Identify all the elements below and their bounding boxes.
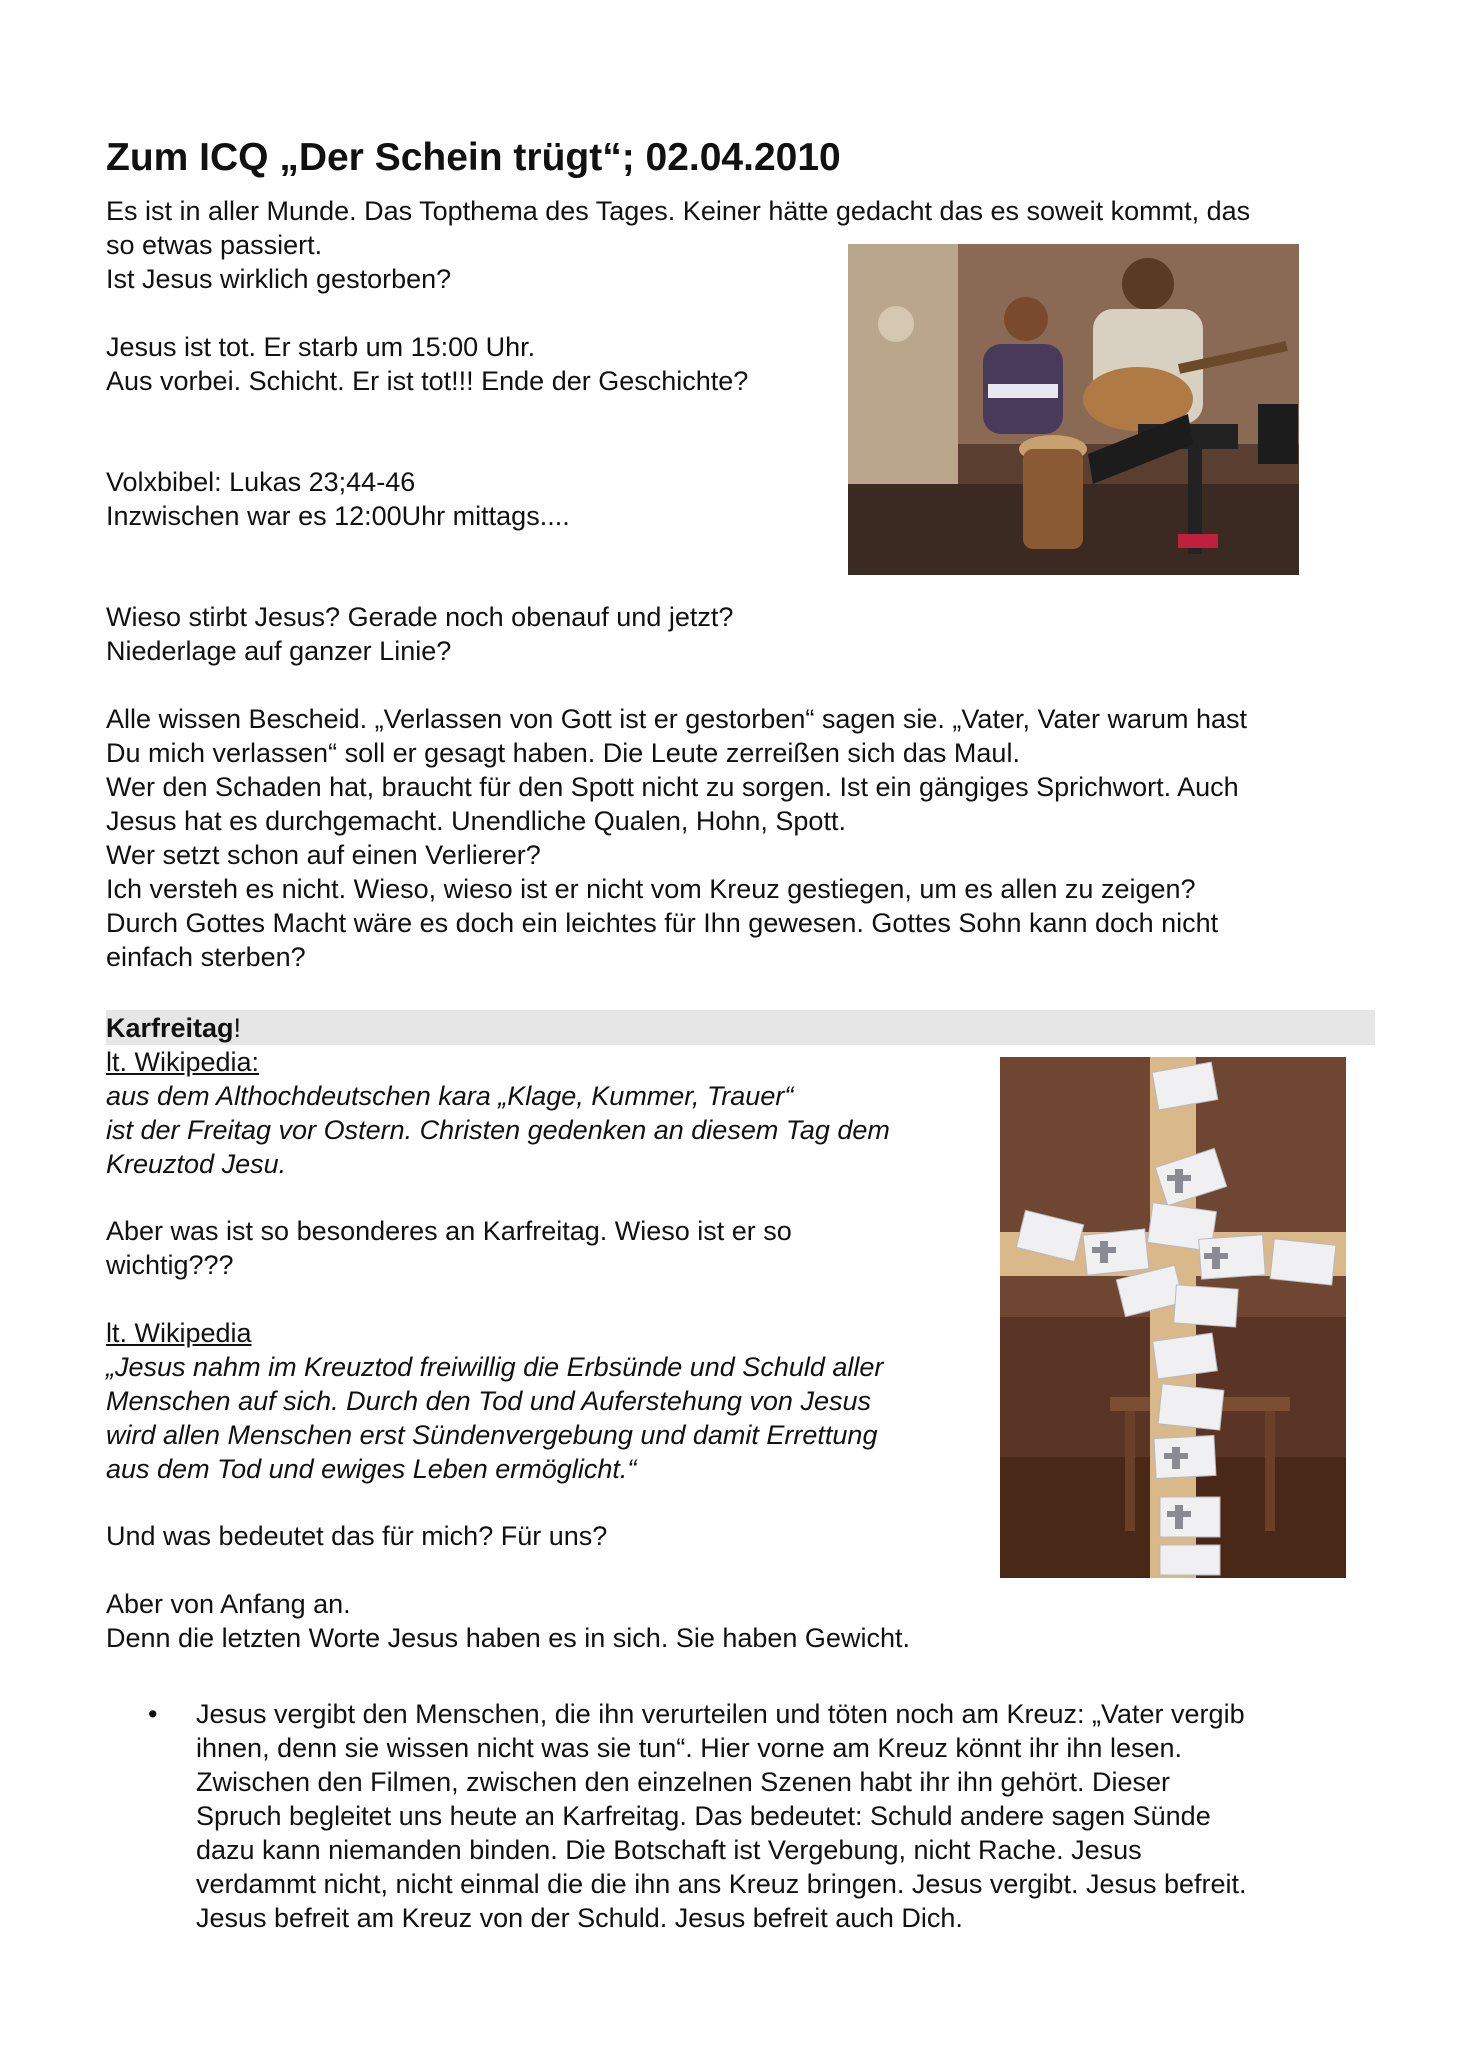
- intro-line: Ist Jesus wirklich gestorben?: [106, 264, 452, 294]
- quote-line: aus dem Althochdeutschen kara „Klage, Kummer, Trauer“: [106, 1081, 794, 1111]
- intro-line: so etwas passiert.: [106, 230, 323, 260]
- bullet-line: dazu kann niemanden binden. Die Botschaft ist Vergebung, nicht Rache. Jesus: [196, 1835, 1142, 1865]
- page-title: Zum ICQ „Der Schein trügt“; 02.04.2010: [106, 136, 841, 179]
- start-line: Aber von Anfang an.: [106, 1589, 351, 1619]
- musicians-photo: [848, 244, 1299, 575]
- body-line: Durch Gottes Macht wäre es doch ein leichtes für Ihn gewesen. Gottes Sohn kann doch nicht: [106, 908, 1219, 938]
- source-link[interactable]: lt. Wikipedia:: [106, 1047, 260, 1077]
- body-line: Du mich verlassen“ soll er gesagt haben. Die Leute zerreißen sich das Maul.: [106, 738, 1020, 768]
- bullet-line: Spruch begleitet uns heute an Karfreitag. Das bedeutet: Schuld andere sagen Sünde: [196, 1801, 1211, 1831]
- source-link[interactable]: lt. Wikipedia: [106, 1318, 252, 1348]
- quote-line: ist der Freitag vor Ostern. Christen gedenken an diesem Tag dem: [106, 1115, 890, 1145]
- cross-photo: [1000, 1057, 1346, 1578]
- section-heading-suffix: !: [233, 1013, 242, 1043]
- bullet-marker: •: [148, 1699, 158, 1729]
- body-line: Wer setzt schon auf einen Verlierer?: [106, 840, 541, 870]
- section-heading-label: Karfreitag: [106, 1013, 234, 1043]
- start-line: Denn die letzten Worte Jesus haben es in sich. Sie haben Gewicht.: [106, 1623, 910, 1653]
- quote-line: Menschen auf sich. Durch den Tod und Auferstehung von Jesus: [106, 1386, 871, 1416]
- intro-line: Volxbibel: Lukas 23;44-46: [106, 467, 416, 497]
- bullet-line: Jesus vergibt den Menschen, die ihn verurteilen und töten noch am Kreuz: „Vater vergib: [196, 1699, 1245, 1729]
- intro-line: Jesus ist tot. Er starb um 15:00 Uhr.: [106, 332, 536, 362]
- section-heading-bar: [106, 1010, 1375, 1045]
- section-heading: [106, 1011, 241, 1045]
- bullet-line: Zwischen den Filmen, zwischen den einzelnen Szenen habt ihr ihn gehört. Dieser: [196, 1767, 1171, 1797]
- intro-line: Es ist in aller Munde. Das Topthema des Tages. Keiner hätte gedacht das es soweit kommt, das: [106, 196, 1251, 226]
- question-line: wichtig???: [106, 1250, 234, 1280]
- quote-line: „Jesus nahm im Kreuztod freiwillig die Erbsünde und Schuld aller: [106, 1352, 884, 1382]
- quote-line: wird allen Menschen erst Sündenvergebung und damit Errettung: [106, 1420, 878, 1450]
- quote-line: Kreuztod Jesu.: [106, 1149, 287, 1179]
- intro-line: Niederlage auf ganzer Linie?: [106, 636, 452, 666]
- intro-line: Aus vorbei. Schicht. Er ist tot!!! Ende der Geschichte?: [106, 366, 749, 396]
- intro-line: Wieso stirbt Jesus? Gerade noch obenauf und jetzt?: [106, 602, 734, 632]
- meaning-line: Und was bedeutet das für mich? Für uns?: [106, 1521, 608, 1551]
- bullet-line: ihnen, denn sie wissen nicht was sie tun“. Hier vorne am Kreuz könnt ihr ihn lesen.: [196, 1733, 1183, 1763]
- bullet-line: verdammt nicht, nicht einmal die die ihn ans Kreuz bringen. Jesus vergibt. Jesus befreit.: [196, 1869, 1247, 1899]
- body-line: Jesus hat es durchgemacht. Unendliche Qualen, Hohn, Spott.: [106, 806, 846, 836]
- question-line: Aber was ist so besonderes an Karfreitag. Wieso ist er so: [106, 1216, 792, 1246]
- bullet-line: Jesus befreit am Kreuz von der Schuld. Jesus befreit auch Dich.: [196, 1903, 963, 1933]
- body-line: Wer den Schaden hat, braucht für den Spott nicht zu sorgen. Ist ein gängiges Sprichwort. Auch: [106, 772, 1239, 802]
- intro-line: Inzwischen war es 12:00Uhr mittags....: [106, 501, 570, 531]
- body-line: Alle wissen Bescheid. „Verlassen von Gott ist er gestorben“ sagen sie. „Vater, Vater warum hast: [106, 704, 1248, 734]
- quote-line: aus dem Tod und ewiges Leben ermöglicht.“: [106, 1454, 637, 1484]
- body-line: Ich versteh es nicht. Wieso, wieso ist er nicht vom Kreuz gestiegen, um es allen zu zeigen?: [106, 874, 1196, 904]
- body-line: einfach sterben?: [106, 942, 306, 972]
